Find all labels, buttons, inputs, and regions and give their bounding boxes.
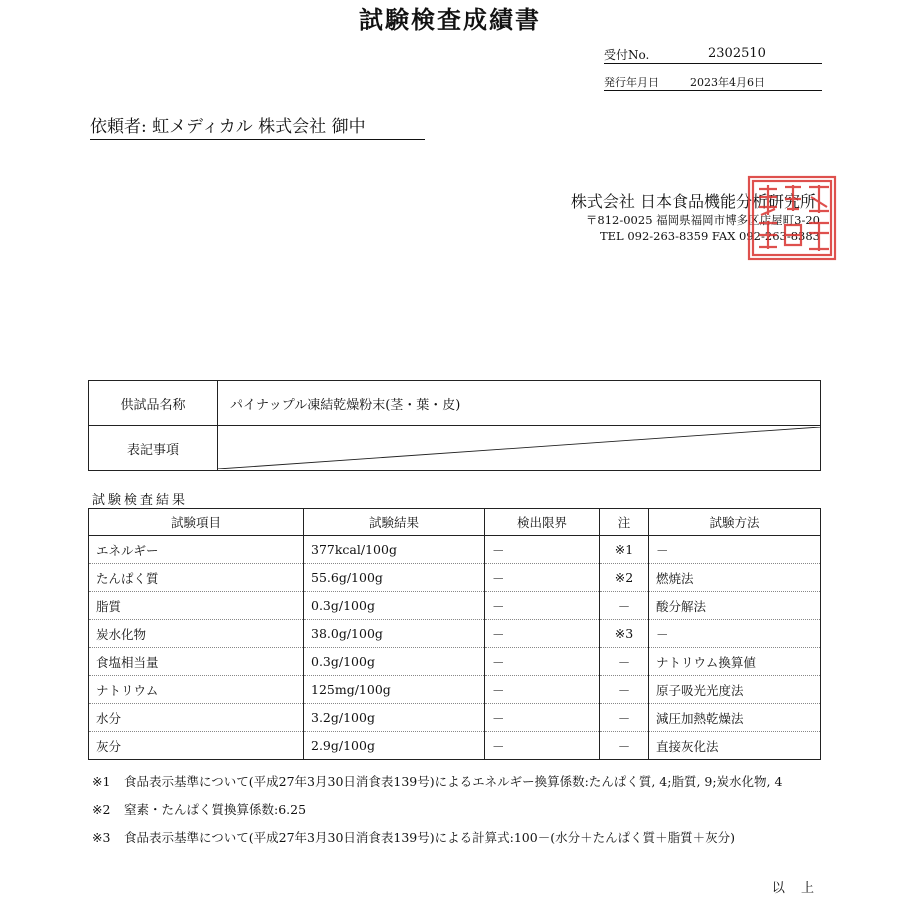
cell-note: －	[600, 648, 649, 676]
cell-limit: －	[485, 732, 600, 760]
cell-result: 2.9g/100g	[304, 732, 485, 760]
header-item: 試験項目	[89, 509, 304, 536]
company-address: 〒812-0025 福岡県福岡市博多区店屋町3-20	[585, 213, 820, 227]
sample-name-value: パイナップル凍結乾燥粉末(茎・葉・皮)	[218, 381, 821, 426]
header-note: 注	[600, 509, 649, 536]
cell-result: 0.3g/100g	[304, 592, 485, 620]
cell-item: 食塩相当量	[89, 648, 304, 676]
table-row	[89, 536, 821, 564]
cell-limit: －	[485, 536, 600, 564]
receipt-label: 受付No.	[604, 48, 650, 62]
cell-note: －	[600, 676, 649, 704]
issue-date: 2023年4月6日	[690, 76, 765, 89]
receipt-number: 2302510	[708, 46, 766, 61]
cell-result: 377kcal/100g	[304, 536, 485, 564]
cell-result: 125mg/100g	[304, 676, 485, 704]
table-row	[89, 564, 821, 592]
issue-date-label: 発行年月日	[604, 76, 659, 89]
footnote-1	[92, 768, 832, 796]
footnote-2	[92, 796, 832, 824]
document-title: 試験検査成績書	[359, 5, 541, 34]
cell-method: ナトリウム換算値	[649, 648, 821, 676]
issue-date-line	[604, 74, 822, 91]
cell-item: エネルギー	[89, 536, 304, 564]
cell-result: 55.6g/100g	[304, 564, 485, 592]
cell-limit: －	[485, 620, 600, 648]
table-row	[89, 648, 821, 676]
cell-result: 0.3g/100g	[304, 648, 485, 676]
results-table	[88, 508, 821, 760]
requester: 依頼者: 虹メディカル 株式会社 御中	[90, 112, 425, 140]
cell-method: 燃焼法	[649, 564, 821, 592]
receipt-line	[604, 46, 822, 64]
cell-item: 炭水化物	[89, 620, 304, 648]
cell-note: ※2	[600, 564, 649, 592]
cell-result: 3.2g/100g	[304, 704, 485, 732]
header-result: 試験結果	[304, 509, 485, 536]
company-name: 株式会社 日本食品機能分析研究所	[570, 192, 816, 211]
cell-method: －	[649, 620, 821, 648]
table-row	[89, 704, 821, 732]
footnote-mark: ※1	[92, 774, 111, 789]
sample-name-row	[89, 381, 821, 426]
cell-result: 38.0g/100g	[304, 620, 485, 648]
footnote-text: 食品表示基準について(平成27年3月30日消食表139号)によるエネルギー換算係数:たんぱく質, 4;脂質, 9;炭水化物, 4	[124, 774, 783, 789]
results-caption: 試験検査結果	[92, 493, 189, 508]
cell-item: 水分	[89, 704, 304, 732]
table-row	[89, 620, 821, 648]
header-limit: 検出限界	[485, 509, 600, 536]
cell-limit: －	[485, 704, 600, 732]
cell-note: ※1	[600, 536, 649, 564]
table-row	[89, 676, 821, 704]
cell-limit: －	[485, 676, 600, 704]
results-header-row	[89, 509, 821, 536]
footnote-3	[92, 824, 832, 852]
notation-label: 表記事項	[89, 426, 218, 471]
company-seal-stamp	[747, 175, 837, 261]
cell-method: 直接灰化法	[649, 732, 821, 760]
cell-limit: －	[485, 648, 600, 676]
cell-item: 灰分	[89, 732, 304, 760]
cell-limit: －	[485, 564, 600, 592]
footnote-text: 食品表示基準について(平成27年3月30日消食表139号)による計算式:100－(水分＋たんぱく質＋脂質＋灰分)	[124, 830, 735, 845]
table-row	[89, 732, 821, 760]
cell-note: －	[600, 592, 649, 620]
table-row	[89, 592, 821, 620]
end-mark: 以 上	[771, 881, 820, 896]
footnote-mark: ※3	[92, 830, 111, 845]
cell-method: 酸分解法	[649, 592, 821, 620]
cell-note: －	[600, 704, 649, 732]
header-method: 試験方法	[649, 509, 821, 536]
company-contact: TEL 092-263-8359 FAX 092-263-8383	[599, 229, 820, 243]
cell-note: －	[600, 732, 649, 760]
cell-item: たんぱく質	[89, 564, 304, 592]
blank-strike-line	[218, 427, 820, 469]
cell-method: 原子吸光光度法	[649, 676, 821, 704]
footnote-text: 窒素・たんぱく質換算係数:6.25	[124, 802, 307, 817]
cell-item: ナトリウム	[89, 676, 304, 704]
cell-note: ※3	[600, 620, 649, 648]
sample-notation-row	[89, 426, 821, 471]
notation-value-blank	[218, 426, 821, 471]
sample-info-table	[88, 380, 821, 471]
sample-name-label: 供試品名称	[89, 381, 218, 426]
cell-method: －	[649, 536, 821, 564]
footnotes	[92, 768, 832, 852]
cell-method: 減圧加熱乾燥法	[649, 704, 821, 732]
cell-limit: －	[485, 592, 600, 620]
footnote-mark: ※2	[92, 802, 111, 817]
cell-item: 脂質	[89, 592, 304, 620]
